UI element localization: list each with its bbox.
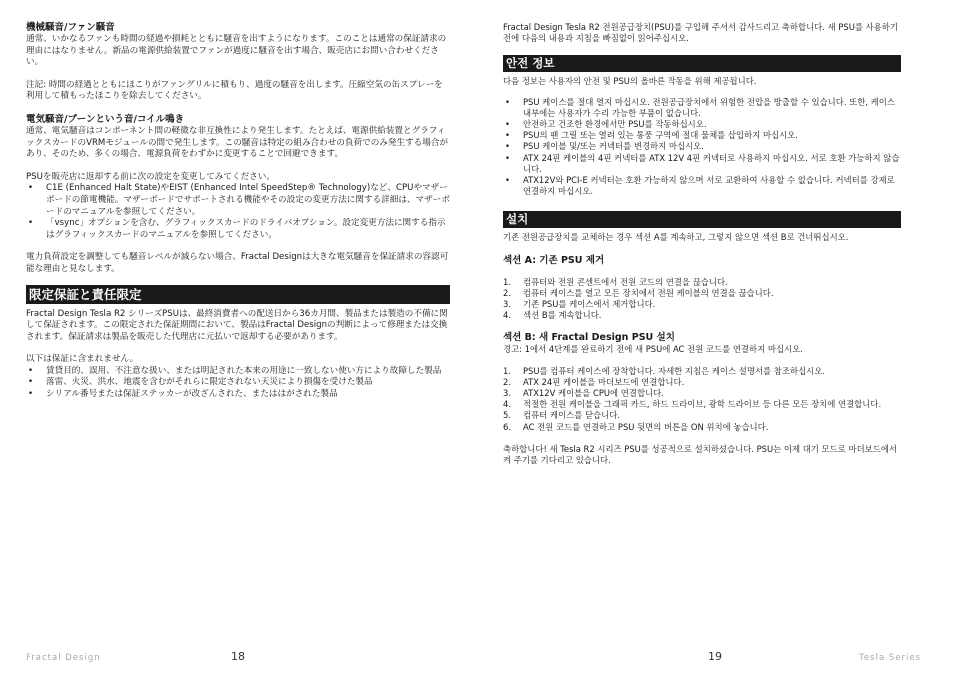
exclusions-list <box>26 366 450 401</box>
list-item: 5. 컴퓨터 케이스를 닫습니다. <box>503 410 620 421</box>
section-a-heading: 섹션 A: 기존 PSU 제거 <box>503 254 605 266</box>
list-item: • 「vsync」オプションを含む、グラフィックスカードのドライバオプション。設定変更方法に関する指示はグラフィックスカードのマニュアルを参照してください。 <box>26 218 450 241</box>
footer-brand: Fractal Design <box>26 653 101 663</box>
warranty-text: Fractal Design Tesla R2 シリーズPSUは、最終消費者への配送日から36カ月間、製品または製造の不備に関して保証されます。この限定された保証期間において、製品はFractal Designの判断によって修理または交換されます。保証請求は製品を販売した代理店に元払いで返却する必要があります。 <box>26 308 448 342</box>
page-number: 18 <box>231 650 245 663</box>
safety-list <box>503 97 901 198</box>
install-intro: 기존 전원공급장치를 교체하는 경우 섹션 A를 계속하고, 그렇지 않으면 섹션 B로 건너뛰십시오. <box>503 232 849 243</box>
intro-text: Fractal Design Tesla R2 전원공급장치(PSU)를 구입해 주셔서 감사드리고 축하합니다. 새 PSU를 사용하기 전에 다음의 내용과 지침을 빠짐없이 읽어주십시오. <box>503 22 898 44</box>
closing-text: 축하합니다! 새 Tesla R2 시리즈 PSU를 성공적으로 설치하셨습니다. PSU는 이제 대기 모드로 마더보드에서 켜 주기를 기다리고 있습니다. <box>503 443 898 466</box>
page-number: 19 <box>708 650 722 663</box>
exclusions-intro: 以下は保証に含まれません。 <box>26 354 139 365</box>
list-item: • PSU의 팬 그릴 또는 열려 있는 통풍 구역에 절대 물체를 삽입하지 마십시오. <box>503 130 901 141</box>
list-item: 1. PSU를 컴퓨터 케이스에 장착합니다. 자세한 지침은 케이스 설명서를 참조하십시오. <box>503 365 826 376</box>
list-item: 6. AC 전원 코드를 연결하고 PSU 뒷면의 버튼을 ON 위치에 놓습니다. <box>503 421 769 432</box>
safety-intro: 다음 정보는 사용자의 안전 및 PSU의 올바른 작동을 위해 제공됩니다. <box>503 76 757 87</box>
list-item: • シリアル番号または保証ステッカーが改ざんされた、またははがされた製品 <box>26 389 450 401</box>
list-item: 4. 적절한 전원 케이블을 그래픽 카드, 하드 드라이브, 광학 드라이브 등 다른 모든 장치에 연결합니다. <box>503 399 882 410</box>
list-item: 2. 컴퓨터 케이스를 열고 모든 장치에서 전원 케이블의 연결을 끊습니다. <box>503 287 774 298</box>
list-item: • PSU 케이블 및/또는 커넥터를 변경하지 마십시오. <box>503 141 901 152</box>
electrical-noise-text: 通常、電気騒音はコンポーネント間の軽微な非互換性により発生します。たとえば、電源供給装置とグラフィックスカードのVRMモジュールの間で発生します。この騒音は特定の組み合わせの負荷でのみ発生する場合があり、そのため、多くの場合、電源負荷をわずかに変更することで回避できます。 <box>26 125 449 160</box>
list-item: 3. ATX12V 케이블을 CPU에 연결합니다. <box>503 388 664 399</box>
settings-list <box>26 183 450 241</box>
list-item: 1. 컴퓨터와 전원 콘센트에서 전원 코드의 연결을 끊습니다. <box>503 276 728 287</box>
dust-note: 注記: 時間の経過とともにほこりがファングリルに積もり、過度の騒音を出します。圧縮空気の缶スプレーを利用して積もったほこりを除去してください。 <box>26 79 443 102</box>
list-item: 2. ATX 24핀 케이블을 마더보드에 연결합니다. <box>503 376 685 387</box>
list-item: 4. 섹션 B를 계속합니다. <box>503 310 602 321</box>
list-item: 3. 기존 PSU를 케이스에서 제거합니다. <box>503 299 656 310</box>
electrical-noise-heading: 電気騒音/ブーンという音/コイル鳴き <box>26 113 185 125</box>
list-item: • C1E (Enhanced Halt State)やEIST (Enhanced Intel SpeedStep® Technology)など、CPUやマザーボードの節電機能。マザーボードでサポートされる機能やその設定の変更方法に関する詳細は、マザーボードのマニュアルを参照してください。 <box>26 183 450 218</box>
list-item: • 賃貸目的、誤用、不注意な扱い、または明記された本来の用途に一致しない使い方により故障した製品 <box>26 366 450 378</box>
section-b-warning: 경고: 1에서 4단계를 완료하기 전에 새 PSU에 AC 전원 코드를 연결하지 마십시오. <box>503 344 803 355</box>
safety-heading: 안전 정보 <box>503 55 901 72</box>
settings-intro: PSUを販売店に返却する前に次の設定を変更してみてください。 <box>26 171 275 182</box>
list-item: • 落雷、火災、洪水、地震を含むがそれらに限定されない天災により損傷を受けた製品 <box>26 377 450 389</box>
list-item: • ATX12V와 PCI-E 커넥터는 호환 가능하지 않으며 서로 교환하여 사용할 수 없습니다. 커넥터를 강제로 연결하지 마십시오. <box>503 175 901 197</box>
left-column <box>26 22 450 401</box>
warranty-heading: 限定保証と責任限定 <box>26 285 450 304</box>
section-b-heading: 섹션 B: 새 Fractal Design PSU 설치 <box>503 332 675 344</box>
mechanical-noise-text: 通常、いかなるファンも時間の経過や損耗とともに騒音を出すようになります。このことは通常の保証請求の理由にはなりません。新品の電源供給装置でファンが過度に騒音を出す場合、販売店にお問い合わせください。 <box>26 34 447 68</box>
footer-series: Tesla Series <box>859 653 921 663</box>
list-item: • 안전하고 건조한 환경에서만 PSU를 작동하십시오. <box>503 119 901 130</box>
page-19 <box>477 0 954 677</box>
right-column <box>503 22 901 466</box>
mechanical-noise-heading: 機械騒音/ファン騒音 <box>26 22 115 33</box>
section-a-steps <box>503 277 901 322</box>
list-item: • ATX 24핀 케이블의 4핀 커넥터를 ATX 12V 4핀 커넥터로 사용하지 마십시오. 서로 호환 가능하지 않습니다. <box>503 153 901 175</box>
list-item: • PSU 케이스를 절대 열지 마십시오. 전원공급장치에서 위험한 전압을 방출할 수 있습니다. 또한, 케이스 내부에는 사용자가 수리 가능한 부품이 없습니다. <box>503 97 901 119</box>
section-b-steps <box>503 366 901 433</box>
install-heading: 설치 <box>503 211 901 228</box>
noise-warranty-text: 電力負荷設定を調整しても騒音レベルが減らない場合、Fractal Designは大きな電気騒音を保証請求の容認可能な理由と見なします。 <box>26 252 449 274</box>
